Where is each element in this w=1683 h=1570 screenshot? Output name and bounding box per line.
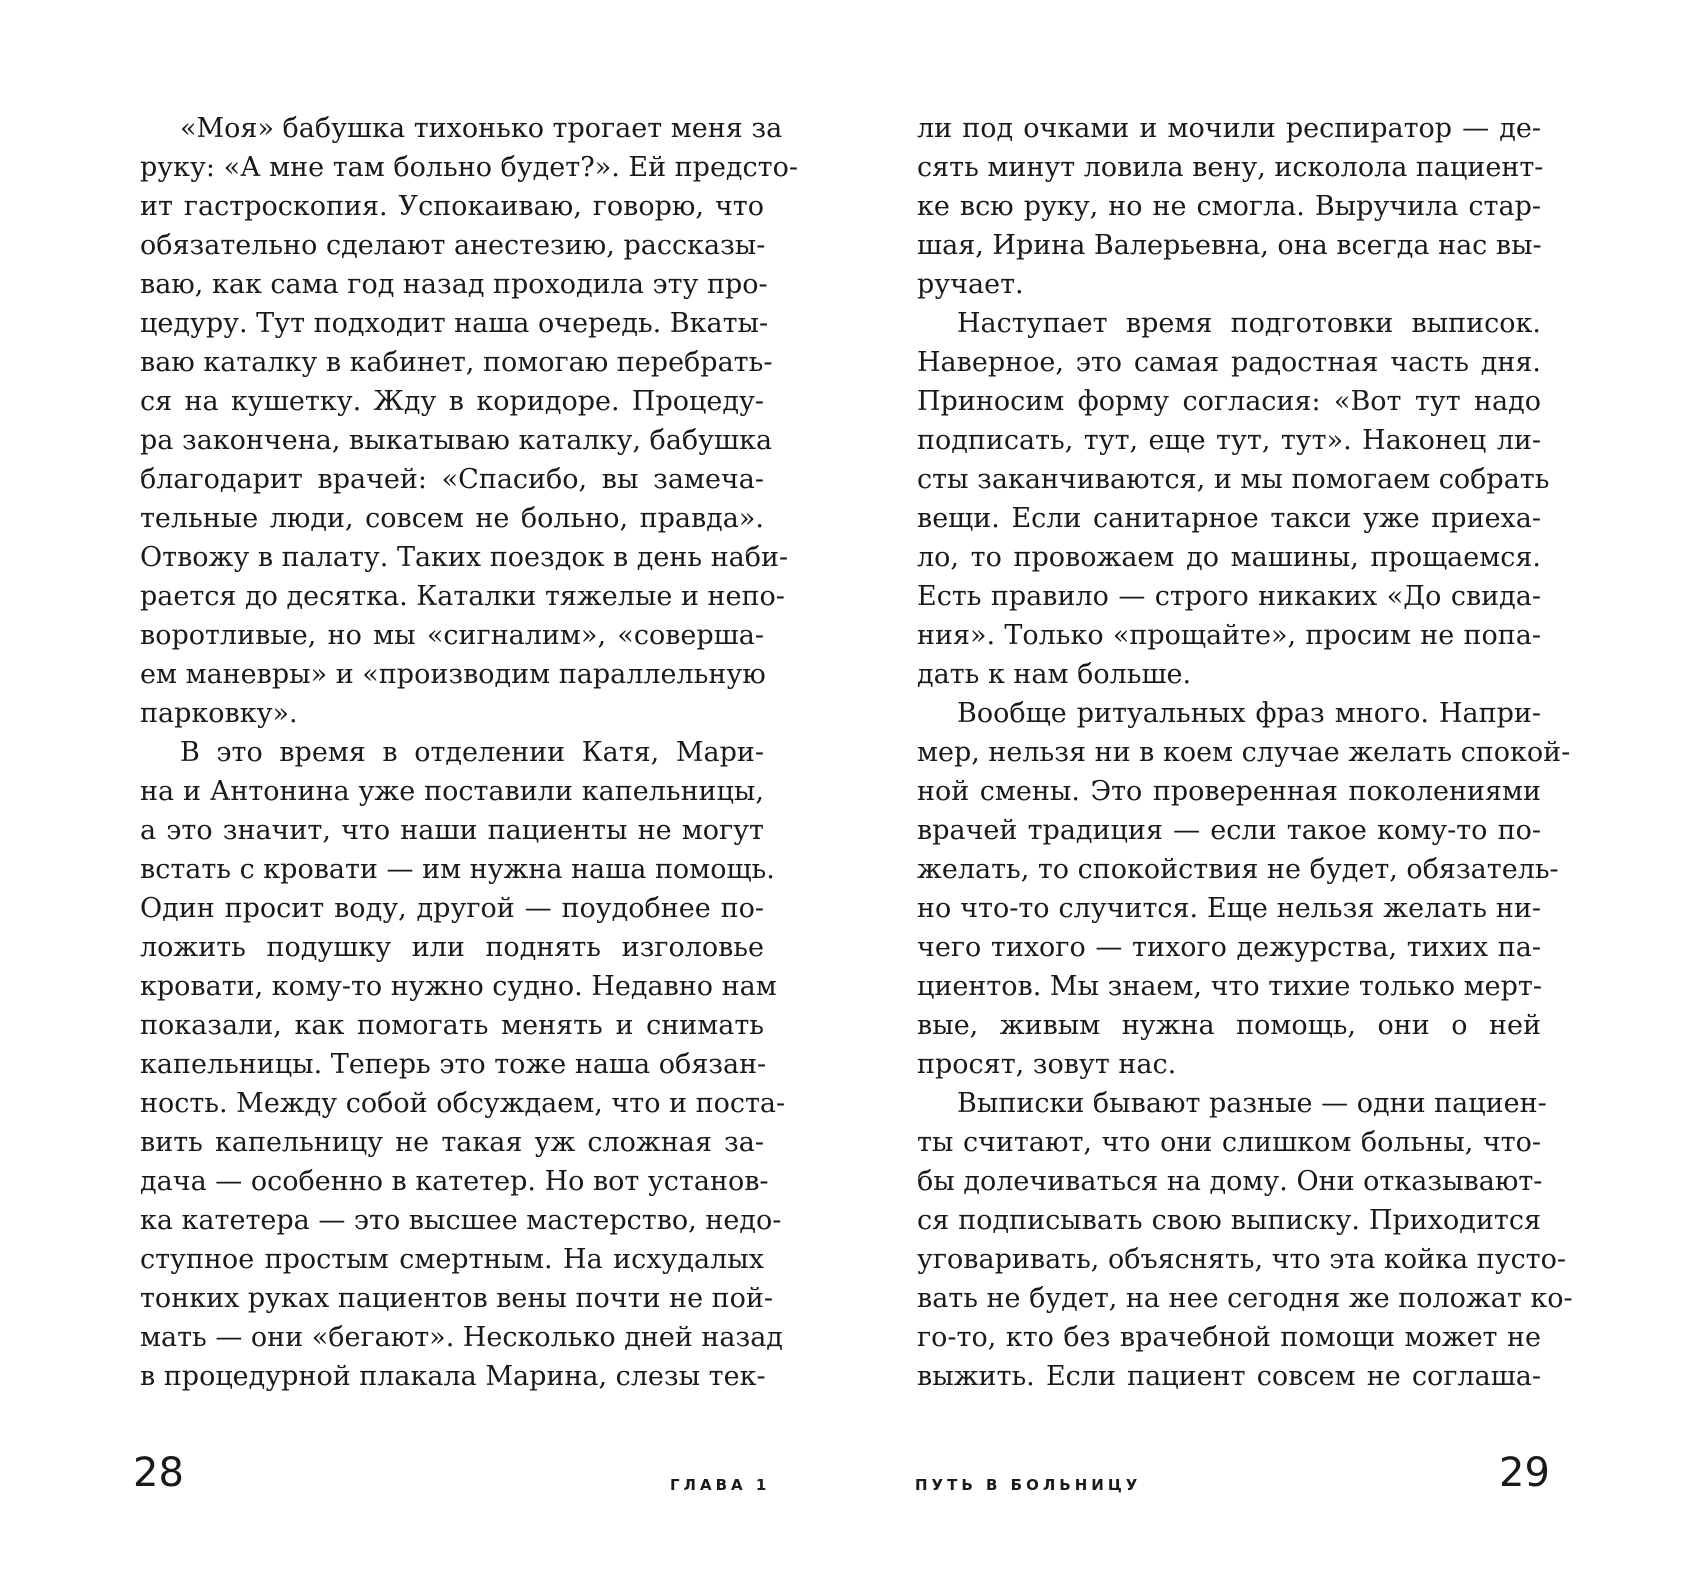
text-line: врачей традиция — если такое кому-то по- (917, 815, 1541, 846)
text-line: вещи. Если санитарное такси уже приеха- (917, 503, 1541, 534)
text-line: вать не будет, на нее сегодня же положат ко- (917, 1283, 1573, 1314)
text-line: чего тихого — тихого дежурства, тихих па- (917, 932, 1541, 963)
text-line: ся подписывать свою выписку. Приходится (917, 1205, 1541, 1236)
page-number: 29 (1499, 1450, 1550, 1496)
text-line: но что-то случится. Еще нельзя желать ни- (917, 893, 1541, 924)
text-line: сять минут ловила вену, исколола пациент- (917, 152, 1544, 183)
text-line: парковку». (140, 698, 298, 729)
text-line: ложить подушку или поднять изголовье (140, 932, 764, 963)
text-line: ло, то провожаем до машины, прощаемся. (917, 542, 1541, 573)
text-line: вить капельницу не такая уж сложная за- (140, 1127, 764, 1158)
text-line: ем маневры» и «производим параллельную (140, 659, 766, 690)
right-page (842, 0, 1683, 1570)
running-head-chapter: ГЛАВА 1 (670, 1476, 771, 1494)
text-line: ной смены. Это проверенная поколениями (917, 776, 1541, 807)
page-number: 28 (133, 1450, 184, 1496)
text-line: Выписки бывают разные — одни пациен- (957, 1088, 1547, 1119)
text-line: Один просит воду, другой — поудобнее по- (140, 893, 764, 924)
text-line: В это время в отделении Катя, Мари- (180, 737, 764, 768)
text-line: показали, как помогать менять и снимать (140, 1010, 764, 1041)
text-line: обязательно сделают анестезию, рассказы- (140, 230, 766, 261)
text-line: дать к нам больше. (917, 659, 1192, 690)
text-line: бы долечиваться на дому. Они отказывают- (917, 1166, 1543, 1197)
text-line: Наверное, это самая радостная часть дня. (917, 347, 1541, 378)
text-line: Приносим форму согласия: «Вот тут надо (917, 386, 1541, 417)
text-line: а это значит, что наши пациенты не могут (140, 815, 764, 846)
left-page-text (140, 109, 798, 1396)
text-line: Есть правило — строго никаких «До свида- (917, 581, 1541, 612)
text-line: тонких руках пациентов вены почти не пой- (140, 1283, 774, 1314)
text-line: просят, зовут нас. (917, 1049, 1177, 1080)
text-line: ваю, как сама год назад проходила эту про- (140, 269, 768, 300)
text-line: на и Антонина уже поставили капельницы, (140, 776, 764, 807)
text-line: Отвожу в палату. Таких поездок в день наби- (140, 542, 789, 573)
text-line: в процедурной плакала Марина, слезы тек- (140, 1361, 766, 1392)
text-line: встать с кровати — им нужна наша помощь. (140, 854, 775, 885)
running-head-book-title: ПУТЬ В БОЛЬНИЦУ (915, 1476, 1142, 1494)
text-line: вые, живым нужна помощь, они о ней (917, 1010, 1541, 1041)
text-line: Вообще ритуальных фраз много. Напри- (957, 698, 1541, 729)
text-line: тельные люди, совсем не больно, правда». (140, 503, 764, 534)
text-line: выжить. Если пациент совсем не соглаша- (917, 1361, 1541, 1392)
text-line: шая, Ирина Валерьевна, она всегда нас вы- (917, 230, 1542, 261)
text-line: ке всю руку, но не смогла. Выручила стар- (917, 191, 1541, 222)
text-line: циентов. Мы знаем, что тихие только мерт- (917, 971, 1542, 1002)
text-line: дача — особенно в катетер. Но вот установ- (140, 1166, 769, 1197)
text-line: ра закончена, выкатываю каталку, бабушка (140, 425, 773, 456)
text-line: благодарит врачей: «Спасибо, вы замеча- (140, 464, 764, 495)
text-line: мер, нельзя ни в коем случае желать спокой- (917, 737, 1571, 768)
text-line: уговаривать, объяснять, что эта койка пусто- (917, 1244, 1567, 1275)
text-line: ность. Между собой обсуждаем, что и поста- (140, 1088, 786, 1119)
text-line: ся на кушетку. Жду в коридоре. Процеду- (140, 386, 764, 417)
text-line: подписать, тут, еще тут, тут». Наконец ли- (917, 425, 1541, 456)
text-line: ли под очками и мочили респиратор — де- (917, 113, 1541, 144)
text-line: го-то, кто без врачебной помощи может не (917, 1322, 1541, 1353)
text-line: кровати, кому-то нужно судно. Недавно нам (140, 971, 777, 1002)
text-line: сты заканчиваются, и мы помогаем собрать (917, 464, 1550, 495)
text-line: Наступает время подготовки выписок. (957, 308, 1541, 339)
text-line: ит гастроскопия. Успокаиваю, говорю, что (140, 191, 764, 222)
text-line: ваю каталку в кабинет, помогаю перебрать- (140, 347, 773, 378)
text-line: цедуру. Тут подходит наша очередь. Вкаты- (140, 308, 769, 339)
text-line: ты считают, что они слишком больны, что- (917, 1127, 1541, 1158)
text-line: ка катетера — это высшее мастерство, недо- (140, 1205, 782, 1236)
text-line: ния». Только «прощайте», просим не попа- (917, 620, 1541, 651)
text-line: рается до десятка. Каталки тяжелые и непо- (140, 581, 785, 612)
text-line: воротливые, но мы «сигналим», «соверша- (140, 620, 764, 651)
text-line: руку: «А мне там больно будет?». Ей предсто- (140, 152, 798, 183)
text-line: ступное простым смертным. На исхудалых (140, 1244, 764, 1275)
text-line: ручает. (917, 269, 1024, 300)
left-page (0, 0, 841, 1570)
text-line: желать, то спокойствия не будет, обязатель- (917, 854, 1559, 885)
text-line: мать — они «бегают». Несколько дней назад (140, 1322, 783, 1353)
text-line: «Моя» бабушка тихонько трогает меня за (180, 113, 783, 144)
right-page-text (917, 109, 1573, 1396)
text-line: капельницы. Теперь это тоже наша обязан- (140, 1049, 767, 1080)
